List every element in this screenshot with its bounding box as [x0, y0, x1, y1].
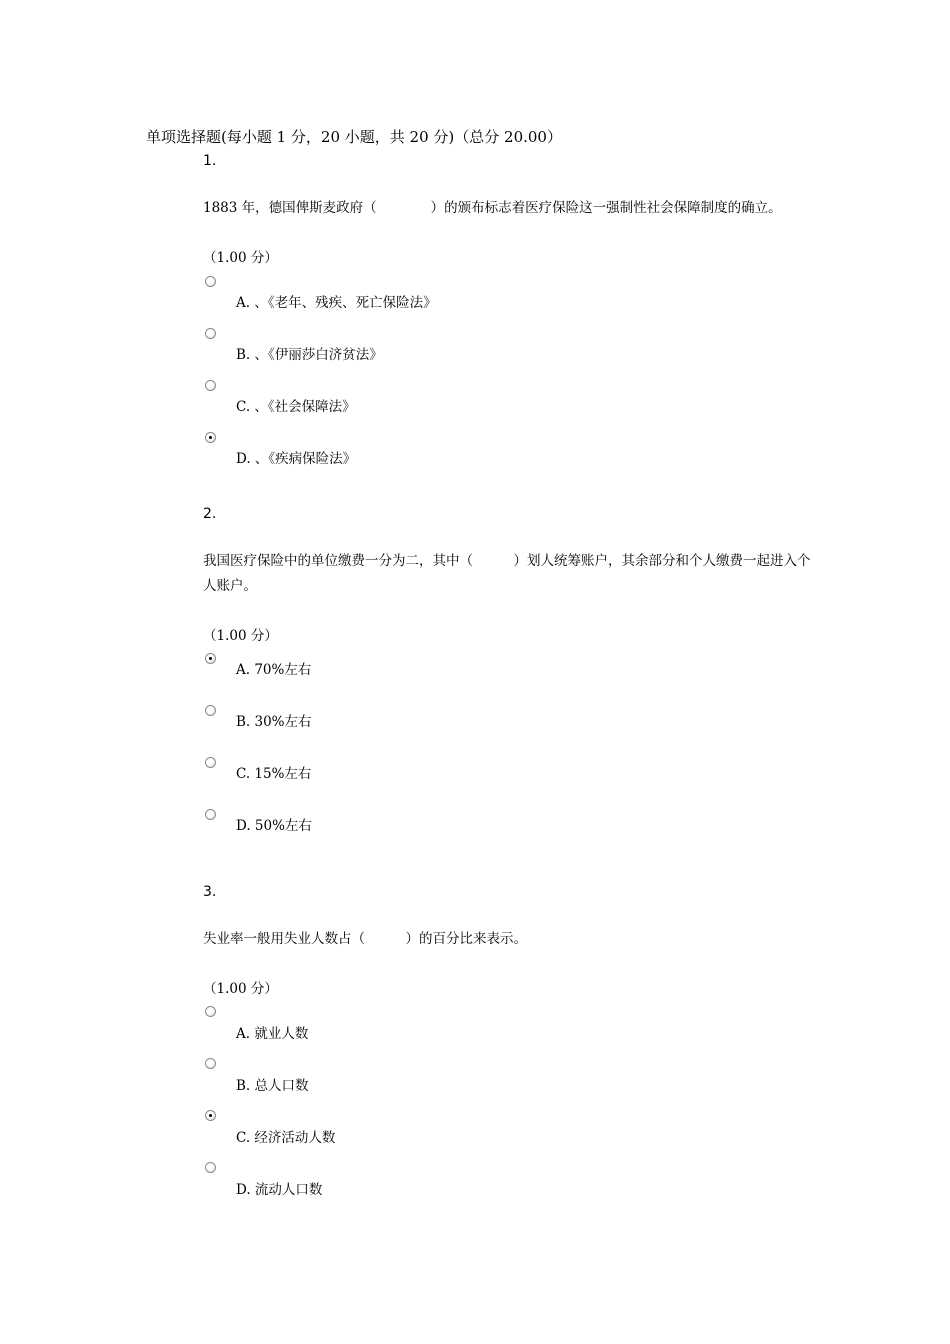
radio-option-d[interactable] [205, 809, 216, 820]
radio-option-d[interactable] [205, 432, 216, 443]
option-label: C. 经济活动人数 [236, 1130, 336, 1146]
option-label: A. 、《老年、残疾、死亡保险法》 [236, 295, 437, 311]
question-text: 失业率一般用失业人数占（ ）的百分比来表示。 [203, 931, 527, 947]
option-label: D. 流动人口数 [236, 1182, 323, 1198]
option-label: B. 总人口数 [236, 1078, 309, 1094]
radio-option-a[interactable] [205, 276, 216, 287]
option-label: C. 15%左右 [236, 766, 312, 782]
radio-option-c[interactable] [205, 380, 216, 391]
radio-option-c[interactable] [205, 1110, 216, 1121]
option-label: B. 30%左右 [236, 714, 312, 730]
radio-option-b[interactable] [205, 1058, 216, 1069]
radio-selected-dot [209, 436, 212, 439]
radio-option-a[interactable] [205, 653, 216, 664]
question-number: 3. [203, 884, 217, 900]
radio-selected-dot [209, 657, 212, 660]
option-label: C. 、《社会保障法》 [236, 399, 356, 415]
option-label: D. 50%左右 [236, 818, 312, 834]
radio-option-b[interactable] [205, 705, 216, 716]
option-label: A. 70%左右 [236, 662, 312, 678]
option-label: A. 就业人数 [236, 1026, 309, 1042]
question-text: 1883 年，德国俾斯麦政府（ ）的颁布标志着医疗保险这一强制性社会保障制度的确立。 [203, 200, 782, 216]
radio-option-a[interactable] [205, 1006, 216, 1017]
question-score: （1.00 分） [203, 981, 278, 997]
question-number: 2. [203, 506, 217, 522]
option-label: D. 、《疾病保险法》 [236, 451, 357, 467]
radio-option-b[interactable] [205, 328, 216, 339]
question-text: 我国医疗保险中的单位缴费一分为二，其中（ ）划人统筹账户，其余部分和个人缴费一起进入个人账户。 [203, 553, 811, 594]
question-number: 1. [203, 153, 217, 169]
radio-option-c[interactable] [205, 757, 216, 768]
radio-option-d[interactable] [205, 1162, 216, 1173]
question-score: （1.00 分） [203, 628, 278, 644]
option-label: B. 、《伊丽莎白济贫法》 [236, 347, 383, 363]
question-score: （1.00 分） [203, 250, 278, 266]
radio-selected-dot [209, 1114, 212, 1117]
section-header: 单项选择题(每小题 1 分，20 小题，共 20 分)（总分 20.00） [146, 128, 562, 146]
